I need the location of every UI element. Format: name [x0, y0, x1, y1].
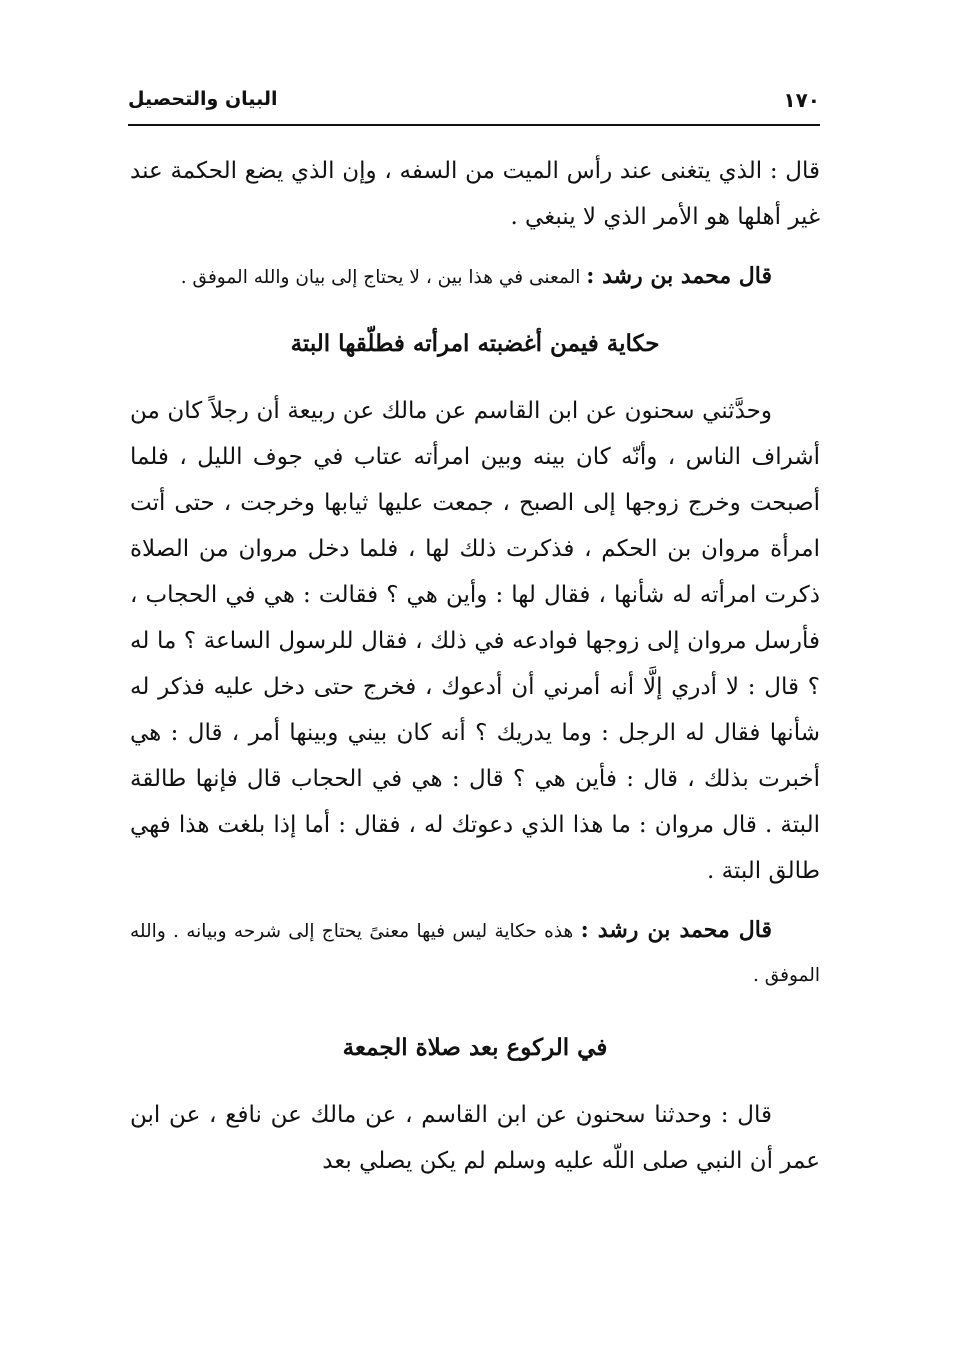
commentator-name: قال محمد بن رشد :	[580, 917, 772, 943]
spacer	[130, 998, 820, 1026]
paragraph-quote: قال : الذي يتغنى عند رأس الميت من السفه ، وإن الذي يضع الحكمة عند غير أهلها هو الأمر الذي لا ينبغي .	[130, 158, 820, 230]
spacer	[130, 366, 820, 388]
section-heading: حكاية فيمن أغضبته امرأته فطلّقها البتة	[290, 330, 660, 357]
narration-paragraph: قال : وحدثنا سحنون عن ابن القاسم ، عن مالك عن نافع ، عن ابن عمر أن النبي صلى اللّه عليه وسلم لم يكن يصلي بعد	[130, 1102, 820, 1174]
spacer	[130, 300, 820, 322]
page-number: ١٧٠	[783, 88, 820, 112]
section-heading: في الركوع بعد صلاة الجمعة	[342, 1034, 608, 1061]
commentator-name: قال محمد بن رشد :	[586, 263, 772, 289]
page-body	[130, 148, 820, 1184]
commentary-text: هذه حكاية ليس فيها معنىً يحتاج إلى شرحه وبيانه . والله الموفق .	[130, 921, 820, 986]
running-title: البيان والتحصيل	[128, 88, 278, 110]
commentary-paragraph	[130, 908, 820, 998]
commentary-text: المعنى في هذا بين ، لا يحتاج إلى بيان والله الموفق .	[180, 267, 581, 288]
spacer	[130, 1070, 820, 1092]
spacer	[130, 240, 820, 254]
narration-paragraph: وحدَّثني سحنون عن ابن القاسم عن مالك عن ربيعة أن رجلاً كان من أشراف الناس ، وأنّه كان بينه وبين امرأته عتاب في جوف الليل ، فلما أصبحت وخرج زوجها إلى الصبح ، جمعت عليها ثيابها وخرجت ، حتى أتت امرأة مروان بن الحكم ، فذكرت ذلك لها ، فلما دخل مروان من الصلاة ذكرت امرأته له شأنها ، فقال لها : وأين هي ؟ فقالت : هي في الحجاب ، فأرسل مروان إلى زوجها فوادعه في ذلك ، فقال للرسول الساعة ؟ ما له ؟ قال : لا أدري إلَّا أنه أمرني أن أدعوك ، فخرج حتى دخل عليه فذكر له شأنها فقال له الرجل : وما يدريك ؟ أنه كان بيني وبينها أمر ، قال : هي أخبرت بذلك ، قال : فأين هي ؟ قال : هي في الحجاب قال فإنها طالقة البتة . قال مروان : ما هذا الذي دعوتك له ، فقال : أما إذا بلغت هذا فهي طالق البتة .	[130, 398, 820, 884]
page-header	[128, 80, 820, 126]
commentary-paragraph	[130, 254, 820, 300]
spacer	[130, 894, 820, 908]
